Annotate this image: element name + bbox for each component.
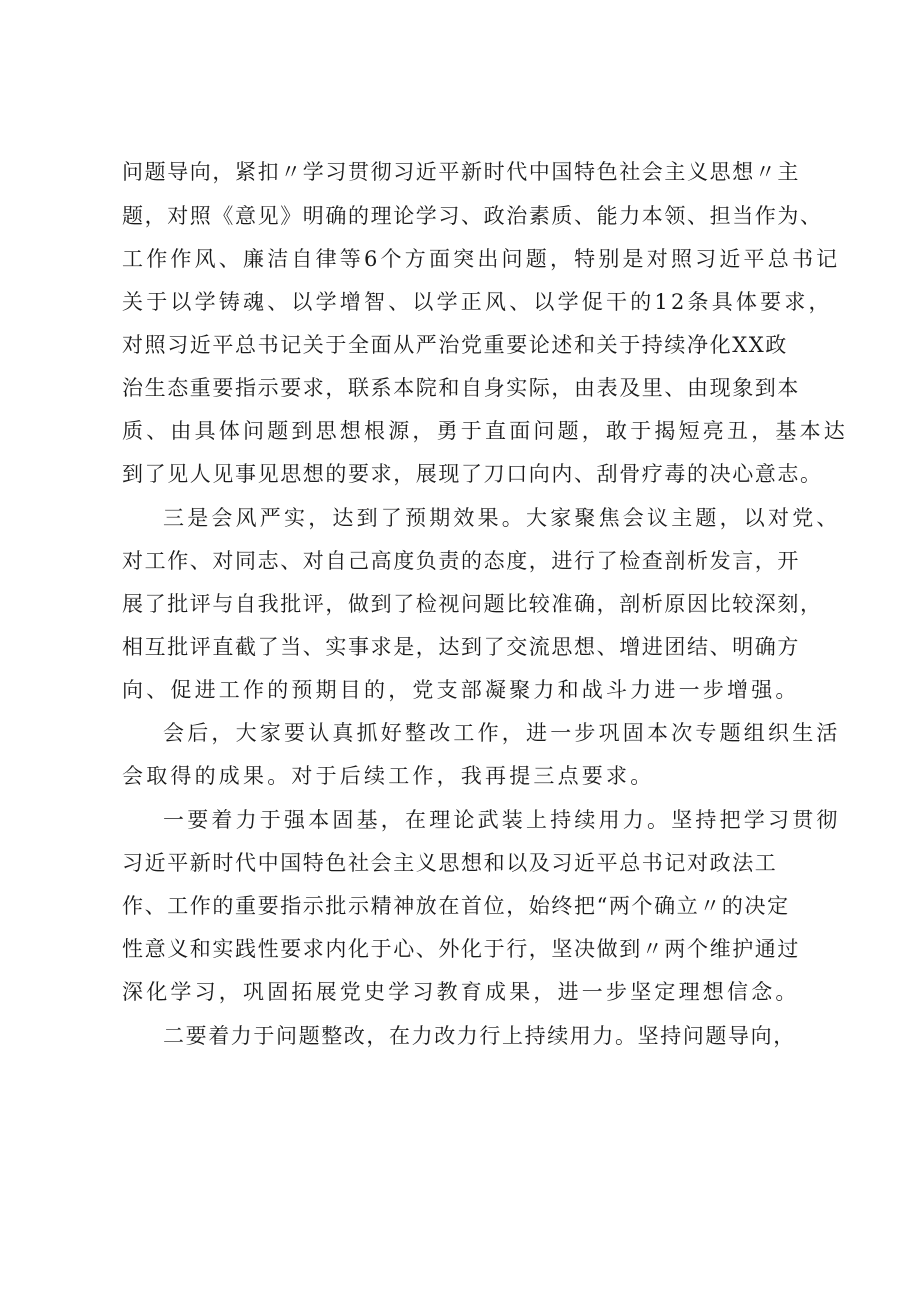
- text-line: 工作作风、廉洁自律等6个方面突出问题，特别是对照习近平总书记: [122, 247, 841, 271]
- text-line: 深化学习，巩固拓展党史学习教育成果，进一步坚定理想信念。: [122, 980, 800, 1004]
- paragraph-start-line: 三是会风严实，达到了预期效果。大家聚焦会议主题，以对党、: [163, 506, 841, 530]
- text-line: 相互批评直截了当、实事求是，达到了交流思想、增进团结、明确方: [122, 635, 800, 659]
- paragraph-start-line: 二要着力于问题整改，在力改力行上持续用力。坚持问题导向，: [163, 1024, 796, 1048]
- text-line: 性意义和实践性要求内化于心、外化于行，坚决做到〃两个维护通过: [122, 937, 800, 961]
- text-line: 质、由具体问题到思想根源，勇于直面问题，敢于揭短亮丑，基本达: [122, 419, 848, 443]
- text-line: 关于以学铸魂、以学增智、以学正风、以学促干的12条具体要求，: [122, 290, 833, 314]
- text-line: 作、工作的重要指示批示精神放在首位，始终把“两个确立〃的决定: [122, 894, 790, 918]
- paragraph-start-line: 一要着力于强本固基，在理论武装上持续用力。坚持把学习贯彻: [163, 808, 841, 832]
- text-line: 会取得的成果。对于后续工作，我再提三点要求。: [122, 764, 655, 788]
- text-line: 治生态重要指示要求，联系本院和自身实际，由表及里、由现象到本: [122, 376, 800, 400]
- text-line: 到了见人见事见思想的要求，展现了刀口向内、刮骨疗毒的决心意志。: [122, 462, 823, 486]
- text-line: 向、促进工作的预期目的，党支部凝聚力和战斗力进一步增强。: [122, 678, 800, 702]
- text-line: 展了批评与自我批评，做到了检视问题比较准确，剖析原因比较深刻，: [122, 592, 823, 616]
- text-line: 对照习近平总书记关于全面从严治党重要论述和关于持续净化XX政: [122, 333, 788, 357]
- paragraph-start-line: 会后，大家要认真抓好整改工作，进一步巩固本次专题组织生活: [163, 721, 841, 745]
- text-line: 习近平新时代中国特色社会主义思想和以及习近平总书记对政法工: [122, 851, 778, 875]
- text-line: 对工作、对同志、对自己高度负责的态度，进行了检查剖析发言，开: [122, 549, 800, 573]
- text-line: 问题导向，紧扣〃学习贯彻习近平新时代中国特色社会主义思想〃主: [122, 160, 800, 184]
- text-line: 题，对照《意见》明确的理论学习、政治素质、能力本领、担当作为、: [122, 204, 823, 228]
